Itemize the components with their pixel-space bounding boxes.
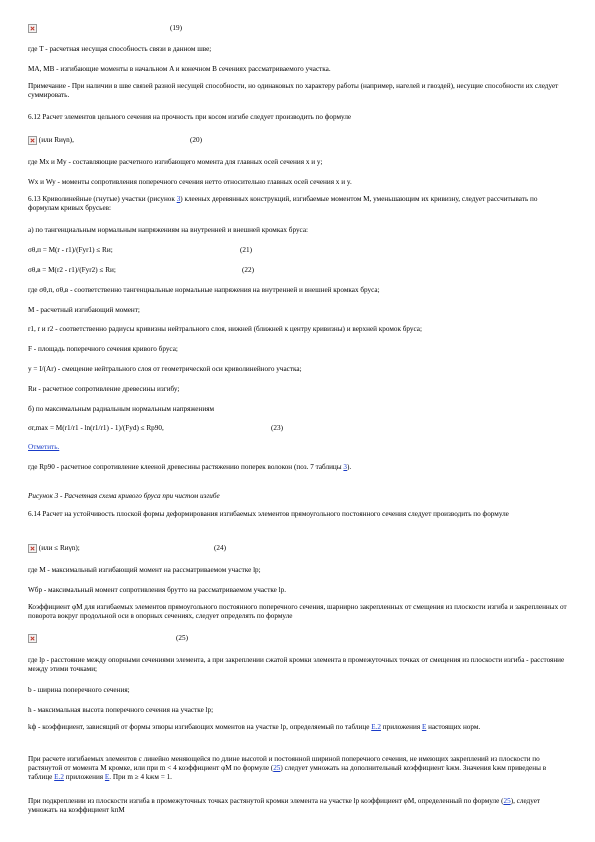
paragraph: где lp - расстояние между опорными сечениями элемента, а при закреплении сжатой кромки элемента в промежуточных точках от смещения из плоскости изгиба - расстояние между этими точками; [28,656,565,673]
equation-20 [28,136,202,145]
paragraph: h - максимальная высота поперечного сечения на участке lp; [28,706,214,714]
text-run: приложения [381,723,422,731]
paragraph: MA, MB - изгибающие моменты в начальном A и конечном B сечениях рассматриваемого участка. [28,65,331,73]
text-run: приложения [63,773,105,781]
paragraph [28,723,568,732]
paragraph [28,797,568,815]
equation-text: (или Rиγn), [38,136,74,145]
equation-19 [28,24,182,33]
broken-image-icon [28,634,37,643]
paragraph: Коэффициент φM для изгибаемых элементов прямоугольного постоянного поперечного сечения, шарнирно закрепленных от смещения из плоскости изгиба и закрепленных от поворота вокруг продольной оси в опорных сечениях, следует определять по формуле [28,603,567,620]
paragraph: F - площадь поперечного сечения кривого бруса; [28,345,178,353]
paragraph: M - расчетный изгибающий момент; [28,306,140,314]
text-run: где Rp90 - расчетное сопротивление клееной древесины растяжению поперек волокон (поз. 7 таблицы [28,463,344,471]
paragraph: r1, r и r2 - соответственно радиусы кривизны нейтрального слоя, нижней (ближней к центру кривизны) и верхней кромок бруса; [28,325,422,333]
text-run: ). [347,463,352,471]
equation-number: (23) [271,424,283,432]
equation-text: σθ,в = M(r2 - r1)/(Fyr2) ≤ Rи; [28,266,116,274]
equation-number: (25) [176,634,188,642]
link-text[interactable]: Отметить. [28,443,60,451]
appendix-link[interactable]: Е [104,773,110,781]
paragraph: Rи - расчетное сопротивление древесины изгибу; [28,385,180,393]
text-run: . При m ≥ 4 kжм = 1. [109,773,172,781]
paragraph: где Mx и My - составляющие расчетного изгибающего момента для главных осей сечения x и y; [28,158,323,166]
text-run: ) следует умножать на дополнительный коэффициент kжм. Значения kжм приведены в таблице [28,764,547,781]
paragraph: а) по тангенциальным нормальным напряжениям на внутренней и внешней кромках бруса: [28,226,309,234]
section-paragraph: 6.12 Расчет элементов цельного сечения на прочность при косом изгибе следует производить по формуле [28,113,352,121]
equation-number: (22) [242,266,254,274]
text-run: kф - коэффициент, зависящий от формы эпюры изгибающих моментов на участке lp, определяемый по таблице [28,723,372,731]
broken-image-icon [28,136,37,145]
text-run: настоящих норм. [426,723,481,731]
equation-22 [28,266,254,275]
equation-21 [28,246,252,255]
table-link[interactable]: Е.2 [54,773,64,781]
appendix-link[interactable]: Е [421,723,427,731]
section-paragraph [28,195,568,213]
table-link[interactable]: 3 [343,463,348,471]
paragraph [28,463,351,472]
text-run: ) клееных деревянных конструкций, изгибаемые моментом M, уменьшающим их кривизну, следует рассчитывать по формулам кривых брусьев: [28,195,538,212]
paragraph: б) по максимальным радиальным нормальным напряжениям [28,405,215,413]
paragraph: Wx и Wy - моменты сопротивления поперечного сечения нетто относительно главных осей сечения x и y. [28,178,352,186]
paragraph: Wбр - максимальный момент сопротивления брутто на рассматриваемом участке lp. [28,586,287,594]
paragraph: где σθ,п, σθ,в - соответственно тангенциальные нормальные напряжения на внутренней и внешней кромках бруса; [28,286,380,294]
bookmark-link[interactable] [28,443,59,452]
equation-23 [28,424,283,433]
paragraph: y = I/(Ar) - смещение нейтрального слоя от геометрической оси криволинейного участка; [28,365,302,373]
figure-caption [28,492,220,501]
note-paragraph: Примечание - При наличии в шве связей разной несущей способности, но одинаковых по характеру работы (например, нагелей и гвоздей), несущие способности их следует суммировать. [28,82,559,99]
broken-image-icon [28,24,37,33]
broken-image-icon [28,544,37,553]
formula-link[interactable]: 25 [273,764,281,772]
text-run: ), следует умножать на коэффициент kпM [28,797,541,814]
equation-text: (или ≤ Rиγn); [38,544,80,553]
text-run: 6.13 Криволинейные (гнутые) участки (рисунок [28,195,177,203]
table-link[interactable]: Е.2 [371,723,381,731]
equation-text: σθ,п = M(r - r1)/(Fyr1) ≤ Rи; [28,246,113,254]
equation-number: (21) [240,246,252,254]
text-run: При подкреплении из плоскости изгиба в промежуточных точках растянутой кромки элемента на участке lp коэффициент φM, определенный по формуле ( [28,797,504,805]
text-run: При расчете изгибаемых элементов с линейно меняющейся по длине высотой и постоянной шириной поперечного сечения, не имеющих закреплений из плоскости по растянутой от момента M кромке, или при m < 4 коэффициент φM по формуле ( [28,755,540,772]
paragraph: где M - максимальный изгибающий момент на рассматриваемом участке lp; [28,566,261,574]
paragraph: где T - расчетная несущая способность связи в данном шве; [28,45,212,53]
caption-text: Рисунок 3 - Расчетная схема кривого бруса при чистом изгибе [28,492,220,500]
paragraph: b - ширина поперечного сечения; [28,686,130,694]
equation-number: (20) [190,136,202,144]
equation-24 [28,544,226,553]
paragraph [28,755,568,782]
equation-number: (24) [214,544,226,552]
equation-text: σr,max = M(r1/r1 - ln(r1/r1) - 1)/(Fyd) ≤ Rp90, [28,424,164,432]
figure-link[interactable]: 3 [176,195,181,203]
equation-number: (19) [170,24,182,32]
equation-25 [28,634,188,643]
formula-link[interactable]: 25 [503,797,511,805]
section-paragraph: 6.14 Расчет на устойчивость плоской формы деформирования изгибаемых элементов прямоугольного постоянного сечения следует производить по формуле [28,510,509,518]
